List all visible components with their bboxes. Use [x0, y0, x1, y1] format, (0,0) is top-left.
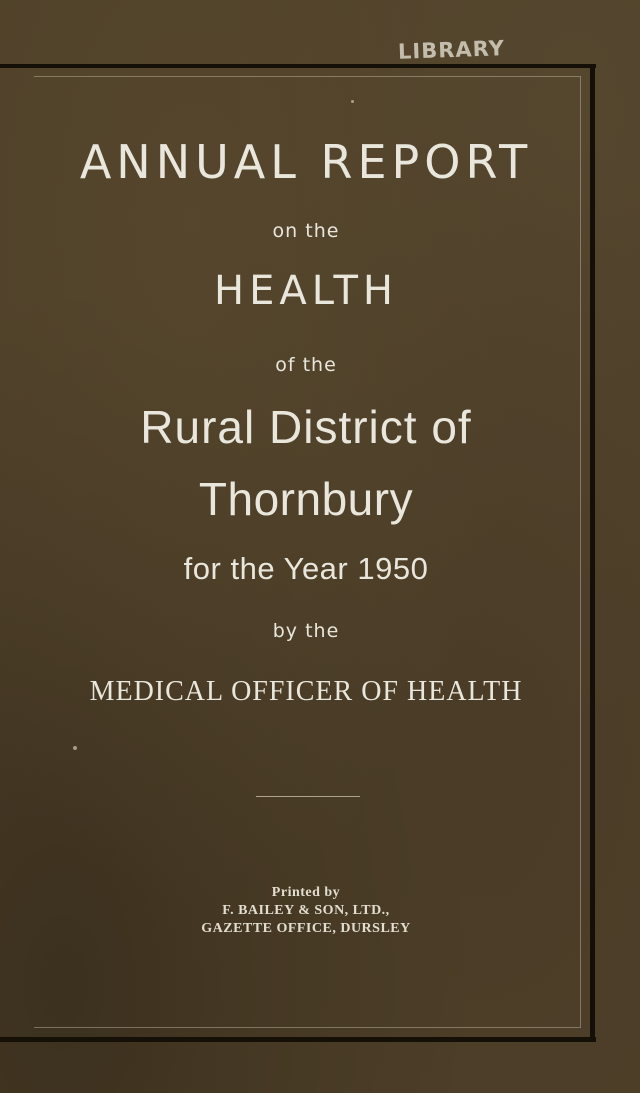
report-title: ANNUAL REPORT: [79, 135, 533, 189]
border-bottom: [0, 1037, 596, 1042]
border-top: [0, 64, 596, 68]
paper-speck: [351, 100, 354, 103]
printer-office: GAZETTE OFFICE, DURSLEY: [201, 921, 411, 936]
by-the-text: by the: [272, 620, 340, 642]
health-heading: HEALTH: [213, 268, 398, 314]
printed-by-text: Printed by: [271, 885, 341, 900]
on-the-text: on the: [272, 220, 340, 242]
of-the-text: of the: [275, 354, 337, 376]
officer-title: MEDICAL OFFICER OF HEALTH: [89, 676, 523, 707]
printer-name: F. BAILEY & SON, LTD.,: [222, 903, 390, 918]
library-stamp: LIBRARY: [397, 36, 506, 64]
divider-rule: [256, 796, 360, 797]
place-name: Thornbury: [198, 473, 414, 525]
district-heading: Rural District of: [140, 401, 472, 453]
paper-speck: [73, 746, 77, 750]
year-line: for the Year 1950: [183, 551, 429, 586]
